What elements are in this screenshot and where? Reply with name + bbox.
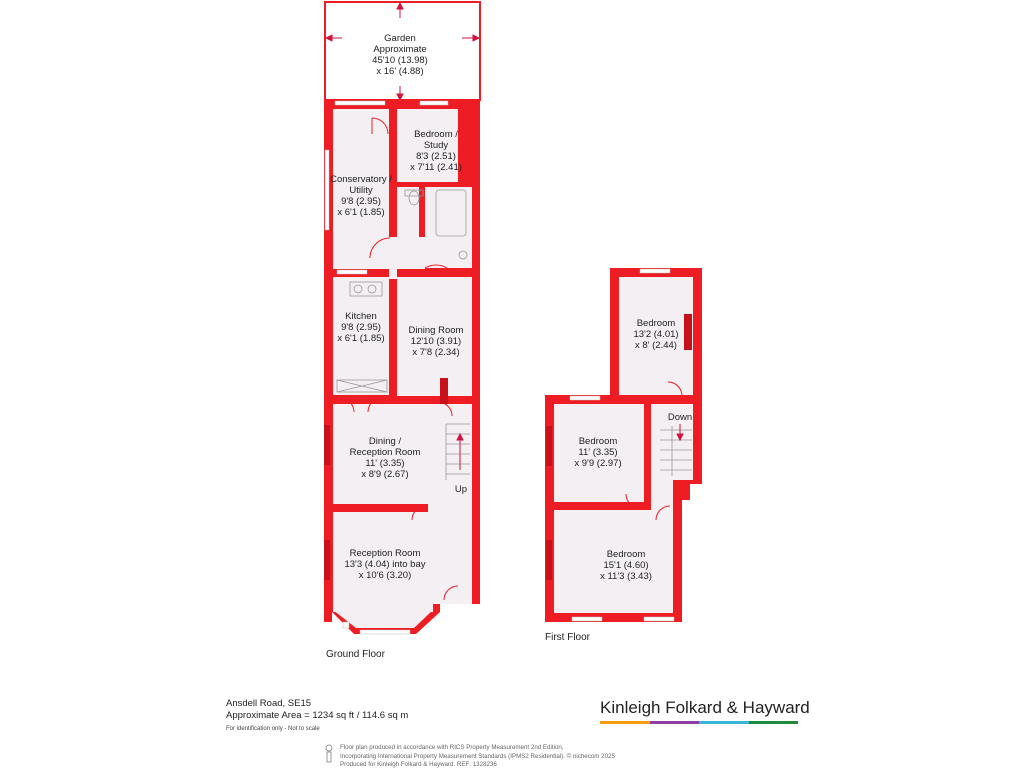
room-label-line: Study [423, 140, 449, 151]
room-label-reception-room: Reception Room [349, 548, 421, 559]
room-dims: 13'3 (4.04) into bay [344, 559, 426, 570]
room-label-bedroom-bottom: Bedroom [606, 549, 646, 560]
brand-bar-green [749, 721, 799, 724]
wc-room [397, 187, 419, 237]
room-label-bedroom-study: Bedroom / [414, 129, 458, 140]
room-label-line: Utility [349, 185, 373, 196]
garden-dims-2: x 16' (4.88) [376, 66, 424, 77]
brand-bar-blue [699, 721, 749, 724]
approximate-area: Approximate Area = 1234 sq ft / 114.6 sq m [226, 710, 409, 721]
room-dims: 11' (3.35) [578, 447, 618, 458]
room-dims: 9'8 (2.95) [341, 196, 381, 207]
room-dims: x 7'11 (2.41) [410, 162, 462, 173]
room-label-conservatory: Conservatory / [330, 174, 392, 185]
room-dims: 9'8 (2.95) [341, 322, 381, 333]
credit-line-1: Floor plan produced in accordance with RICS Property Measurement 2nd Edition, [340, 744, 564, 751]
disclaimer: For identification only - Not to scale [226, 726, 320, 732]
bathroom-room [425, 187, 472, 268]
brand-bar-purple [650, 721, 700, 724]
room-dims: 8'3 (2.51) [416, 151, 456, 162]
first-floor-title: First Floor [545, 632, 590, 643]
stairs-down-label: Down [667, 412, 693, 423]
garden-approx: Approximate [373, 44, 427, 55]
footer [226, 696, 810, 769]
room-dims: x 11'3 (3.43) [600, 571, 652, 582]
room-dims: 12'10 (3.91) [410, 336, 462, 347]
room-dims: x 6'1 (1.85) [337, 207, 385, 218]
stairs-up-label: Up [454, 484, 468, 495]
room-dims: x 8' (2.44) [635, 340, 677, 351]
credit-line-2: Incorporating International Property Measurement Standards (IPMS2 Residential). © nichecom 2025 [340, 752, 615, 760]
room-dims: 15'1 (4.60) [603, 560, 649, 571]
brand-bar-orange [600, 721, 650, 724]
ground-floor-title: Ground Floor [326, 649, 385, 660]
room-dims: 11' (3.35) [365, 458, 405, 469]
room-dims: x 10'6 (3.20) [358, 570, 412, 581]
agent-logo: Kinleigh Folkard & Hayward [600, 698, 810, 717]
room-dims: x 7'8 (2.34) [412, 347, 460, 358]
room-label-dining-room: Dining Room [408, 325, 464, 336]
room-dims: x 8'9 (2.67) [361, 469, 409, 480]
room-dims: 13'2 (4.01) [633, 329, 679, 340]
garden-dims: 45'10 (13.98) [372, 55, 428, 66]
property-address: Ansdell Road, SE15 [226, 698, 312, 709]
measurement-info-icon [322, 744, 336, 764]
room-label-dining-reception: Dining / [368, 436, 402, 447]
credit-line-3: Produced for Kinleigh Folkard & Hayward. REF: 1328236 [340, 761, 497, 769]
ground-floor-plan [324, 100, 480, 660]
room-label-kitchen: Kitchen [345, 311, 377, 322]
room-dims: x 6'1 (1.85) [337, 333, 385, 344]
garden-name: Garden [384, 33, 416, 44]
room-label-bedroom-middle: Bedroom [578, 436, 618, 447]
garden-area [325, 2, 480, 100]
room-label-bedroom-top: Bedroom [636, 318, 676, 329]
room-dims: x 9'9 (2.97) [574, 458, 622, 469]
measurement-credit [340, 744, 680, 770]
brand-color-bar [600, 721, 798, 724]
room-label-line: Reception Room [349, 447, 421, 458]
first-floor-plan [545, 268, 702, 643]
